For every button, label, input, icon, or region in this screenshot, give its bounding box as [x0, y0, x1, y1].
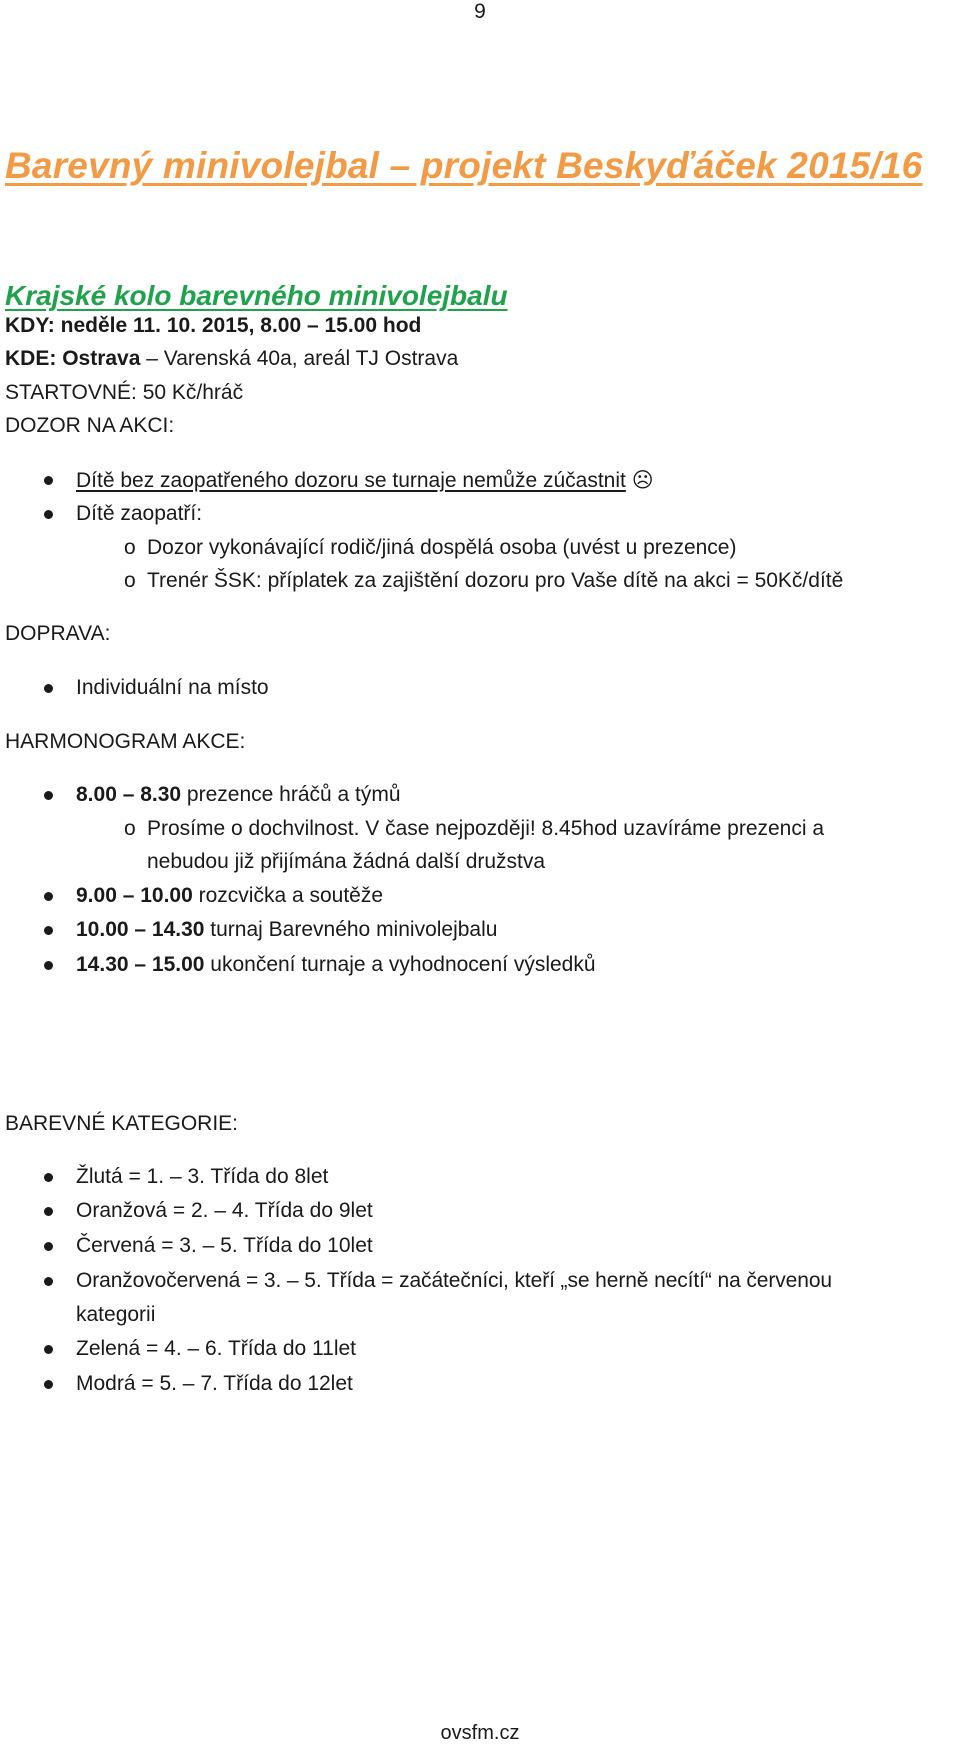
kde-line [5, 347, 458, 371]
kategorie-item: Oranžová = 2. – 4. Třída do 9let [76, 1199, 373, 1222]
bullet-dot [44, 476, 53, 485]
kdy-label: KDY: [5, 314, 55, 337]
bullet-dot [44, 684, 53, 693]
harmonogram-text: ukončení turnaje a vyhodnocení výsledků [204, 953, 596, 976]
bullet-dot [44, 1345, 53, 1354]
bullet-dot [44, 1173, 53, 1182]
bullet-dot [44, 510, 53, 519]
startovne-line [5, 381, 243, 405]
dozor-sub-2: Trenér ŠSK: příplatek za zajištění dozoru pro Vaše dítě na akci = 50Kč/dítě [147, 569, 844, 592]
footer-site: ovsfm.cz [440, 1722, 520, 1744]
kategorie-item: Zelená = 4. – 6. Třída do 11let [76, 1337, 356, 1360]
page-title: Barevný minivolejbal – projekt Beskyďáček 2015/16 [5, 145, 923, 186]
harmonogram-time: 14.30 – 15.00 [76, 953, 205, 976]
harmonogram-heading: HARMONOGRAM AKCE: [5, 730, 246, 753]
bullet-dot [44, 1277, 53, 1286]
kategorie-item-continued: kategorii [76, 1303, 156, 1326]
dozor-sub-1: Dozor vykonávající rodič/jiná dospělá osoba (uvést u prezence) [147, 536, 737, 559]
section-subtitle: Krajské kolo barevného minivolejbalu [5, 280, 508, 311]
kde-label: KDE: [5, 347, 57, 370]
harmonogram-time: 10.00 – 14.30 [76, 918, 205, 941]
bullet-dot [44, 961, 53, 970]
page-number: 9 [474, 0, 486, 23]
dozor-item-2: Dítě zaopatří: [76, 502, 203, 525]
kde-value: – Varenská 40a, areál TJ Ostrava [140, 347, 459, 370]
startovne-label: STARTOVNÉ: [5, 381, 137, 404]
harmonogram-item [76, 953, 596, 977]
sad-face-icon: ☹ [631, 469, 654, 492]
kategorie-heading: BAREVNÉ KATEGORIE: [5, 1112, 238, 1135]
kategorie-item: Oranžovočervená = 3. – 5. Třída = začátečníci, kteří „se herně necítí“ na červenou [76, 1269, 832, 1292]
sub-bullet-icon: o [124, 817, 136, 840]
harmonogram-item [76, 783, 401, 807]
kde-city: Ostrava [62, 347, 141, 370]
harmonogram-time: 9.00 – 10.00 [76, 884, 193, 907]
kategorie-item: Modrá = 5. – 7. Třída do 12let [76, 1372, 353, 1395]
kategorie-item: Žlutá = 1. – 3. Třída do 8let [76, 1165, 329, 1188]
harmonogram-text: rozcvička a soutěže [192, 884, 384, 907]
sub-bullet-icon: o [124, 536, 136, 559]
harmonogram-note-2: nebudou již přijímána žádná další družstva [147, 850, 546, 873]
bullet-dot [44, 791, 53, 800]
harmonogram-time: 8.00 – 8.30 [76, 783, 182, 806]
harmonogram-note-1: Prosíme o dochvilnost. V čase nejpozději! 8.45hod uzavíráme prezenci a [147, 817, 825, 840]
kategorie-item: Červená = 3. – 5. Třída do 10let [76, 1234, 373, 1257]
harmonogram-text: turnaj Barevného minivolejbalu [204, 918, 498, 941]
kdy-line [5, 314, 421, 338]
dozor-heading: DOZOR NA AKCI: [5, 414, 175, 437]
dozor-item-1 [76, 468, 654, 493]
startovne-value: 50 Kč/hráč [142, 381, 244, 404]
bullet-dot [44, 1380, 53, 1389]
kdy-value: neděle 11. 10. 2015, 8.00 – 15.00 hod [60, 314, 422, 337]
doprava-item-1: Individuální na místo [76, 676, 269, 699]
dozor-item-1-text: Dítě bez zaopatřeného dozoru se turnaje nemůže zúčastnit [76, 469, 626, 492]
harmonogram-text: prezence hráčů a týmů [181, 783, 401, 806]
harmonogram-item [76, 918, 497, 942]
bullet-dot [44, 892, 53, 901]
sub-bullet-icon: o [124, 569, 136, 592]
doprava-heading: DOPRAVA: [5, 622, 111, 645]
harmonogram-item [76, 884, 383, 908]
bullet-dot [44, 1242, 53, 1251]
bullet-dot [44, 1207, 53, 1216]
bullet-dot [44, 926, 53, 935]
